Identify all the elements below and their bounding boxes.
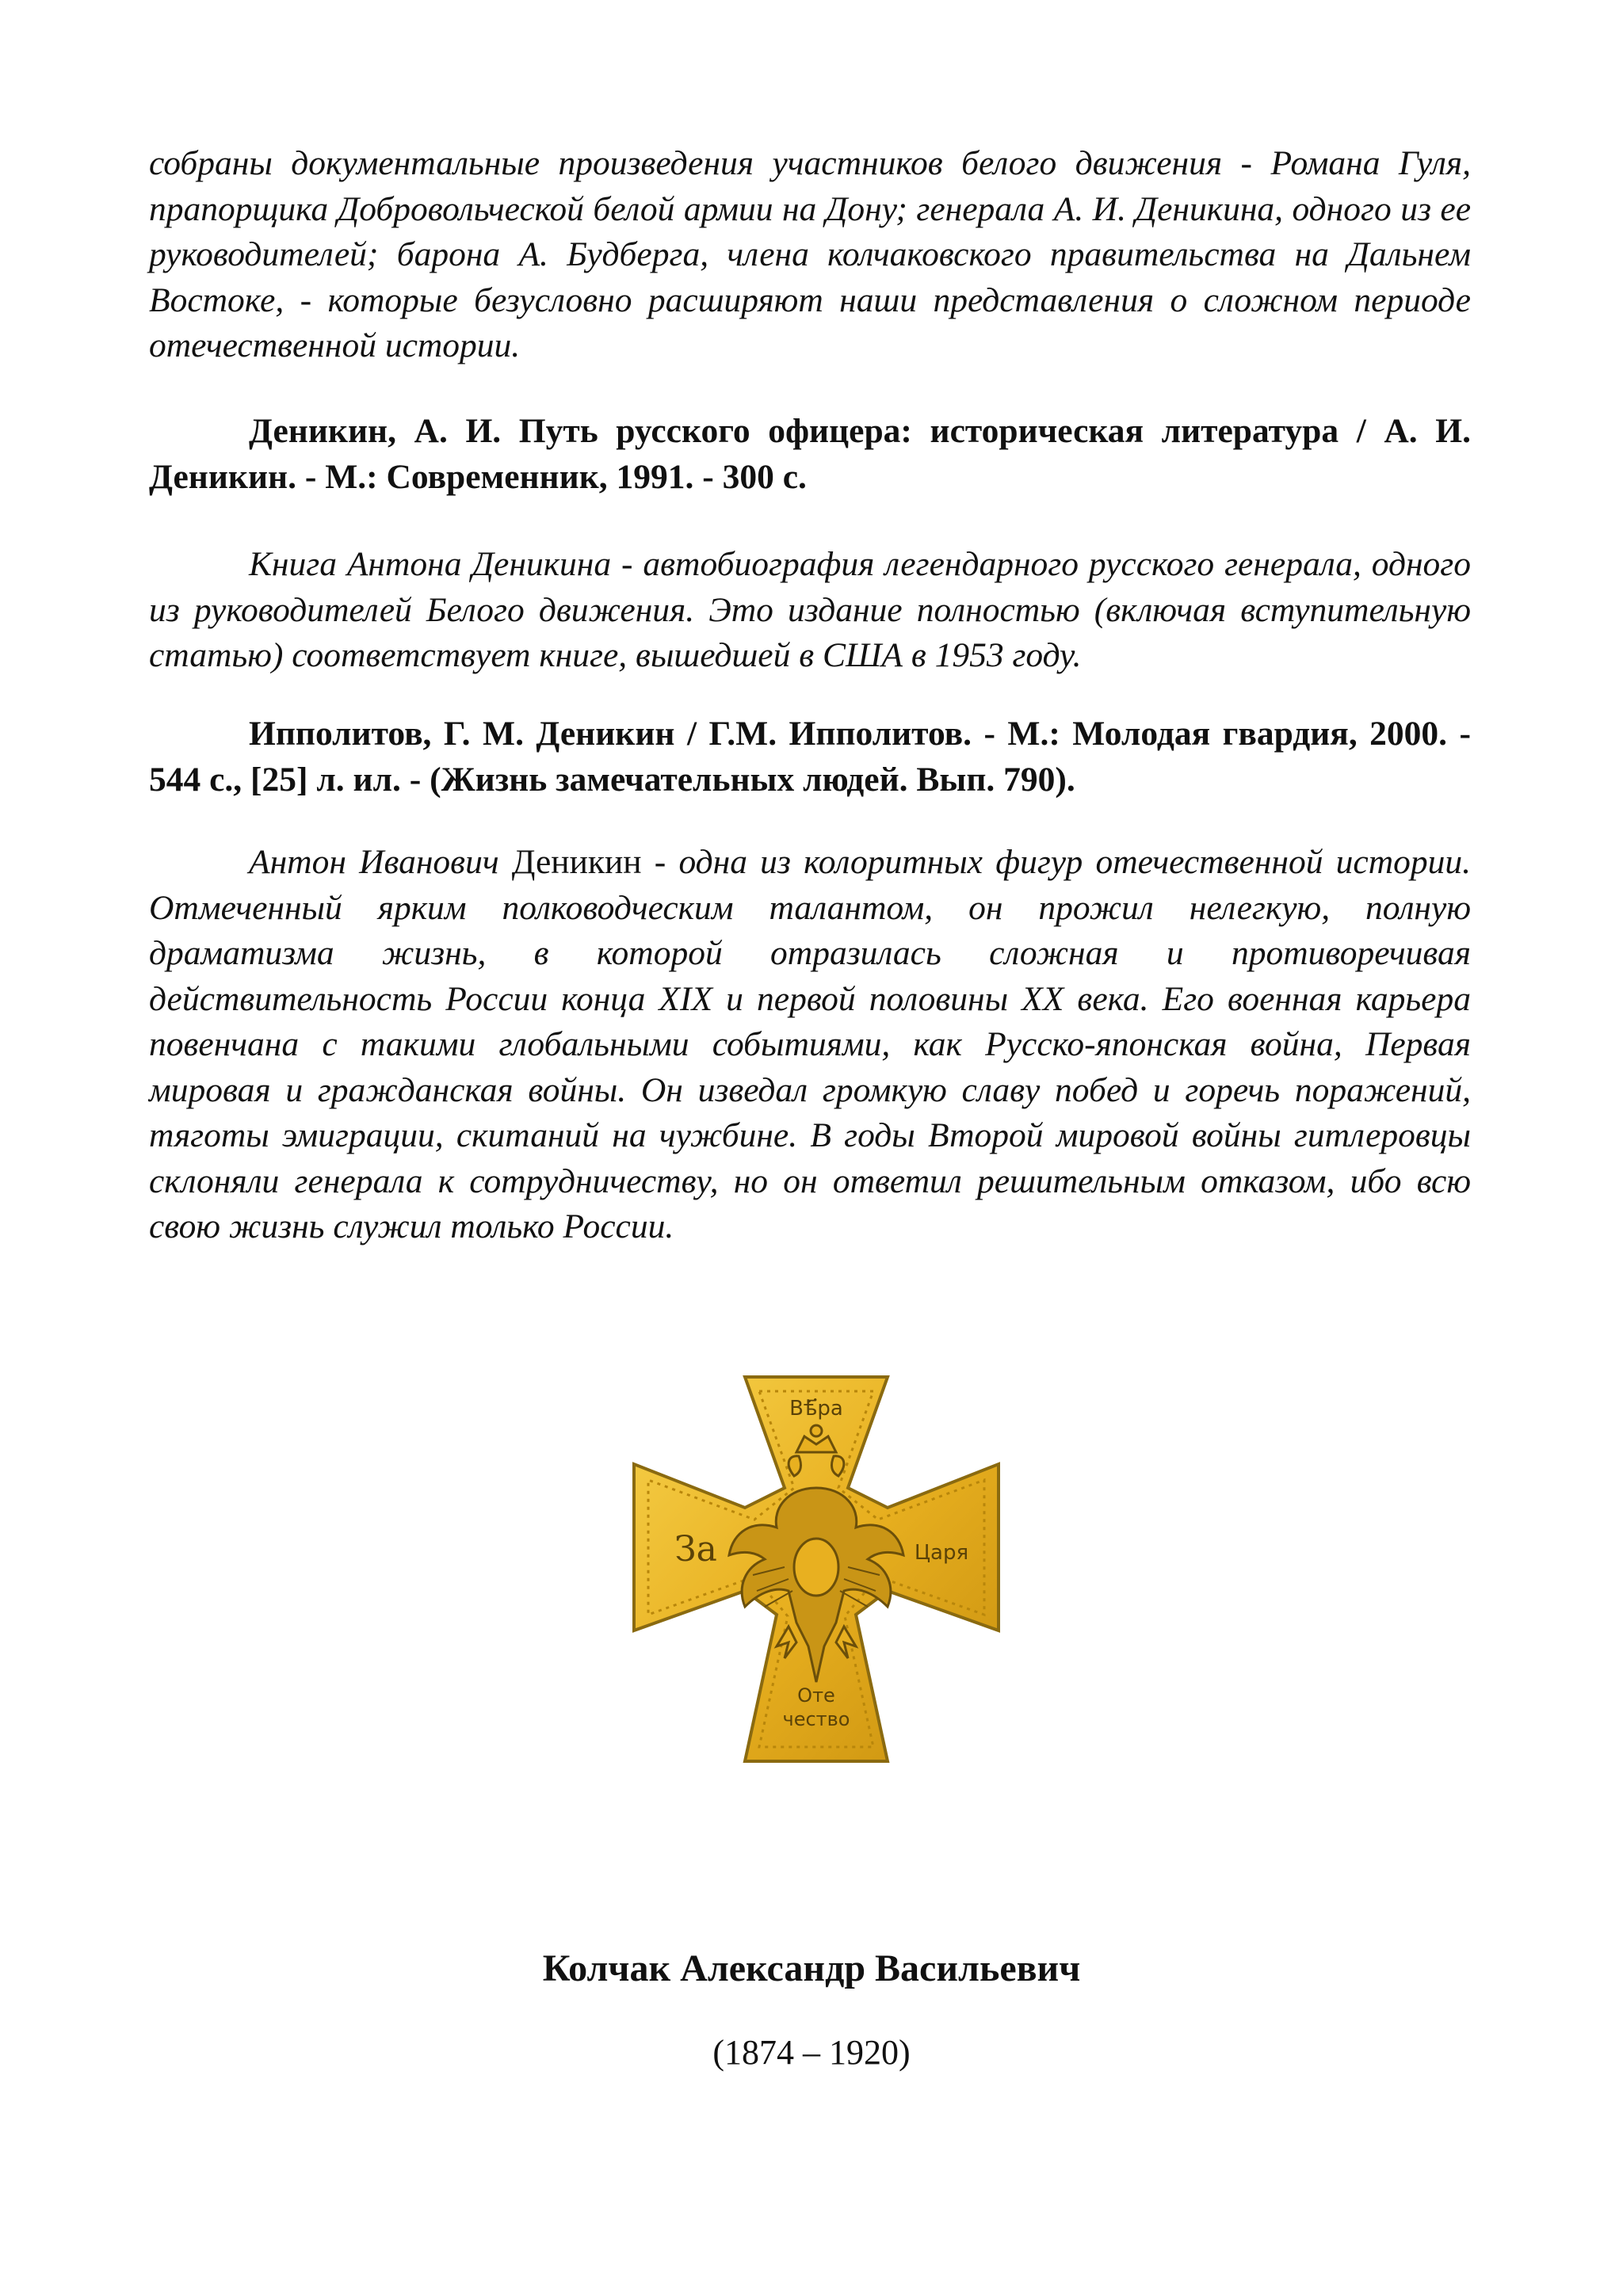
emblem-left-text: За: [674, 1529, 717, 1569]
annotation-body: - одна из колоритных фигур отечественной истории. Отмеченный ярким полководческим талантом, он прожил нелегкую, полную драматизма жизнь, в которой отразилась сложная и противоречивая действительность России конца XIX и первой половины XX века. Его военная карьера повенчана с такими глобальными событиями, как Русско-японская война, Первая мировая и гражданская войны. Он изведал громкую славу побед и горечь поражений, тяготы эмиграции, скитаний на чужбине. В годы Второй мировой войны гитлеровцы склоняли генерала к сотрудничеству, но он ответил решительным отказом, ибо всю свою жизнь служил только России.: [149, 843, 1471, 1245]
military-cross-emblem: [626, 1369, 1006, 1773]
entry-annotation: [149, 840, 1471, 1250]
emblem-top-text: Вѣ҃ра: [789, 1397, 843, 1421]
annotation-person-name: Деникин: [511, 843, 642, 881]
chapter-title: Колчак Александр Васильевич: [542, 1947, 1081, 1989]
entry-annotation: Книга Антона Деникина - автобиография легендарного русского генерала, одного из руководителей Белого движения. Это издание полностью (включая вступительную статью) соответствует книге, вышедшей в США в 1953 году.: [149, 545, 1471, 674]
bibliographic-entry: Деникин, А. И. Путь русского офицера: историческая литература / А. И. Деникин. - М.: Современник, 1991. - 300 с.: [149, 412, 1471, 496]
emblem-bottom-text-2: чество: [782, 1708, 850, 1730]
annotation-lead: Антон Иванович: [249, 843, 499, 881]
emblem-right-text: Царя: [914, 1541, 969, 1565]
intro-annotation: собраны документальные произведения участников белого движения - Романа Гуля, прапорщика Добровольческой белой армии на Дону; генерала А. И. Деникина, одного из ее руководителей; барона А. Будберга, члена колчаковского правительства на Дальнем Востоке, - которые безусловно расширяют наши представления о сложном периоде отечественной истории.: [149, 144, 1471, 364]
bibliographic-entry: Ипполитов, Г. М. Деникин / Г.М. Ипполитов. - М.: Молодая гвардия, 2000. - 544 с., [25] л. ил. - (Жизнь замечательных людей. Вып. 790).: [149, 715, 1471, 799]
emblem-bottom-text-1: Оте: [797, 1684, 835, 1707]
chapter-years: (1874 – 1920): [712, 2033, 911, 2072]
